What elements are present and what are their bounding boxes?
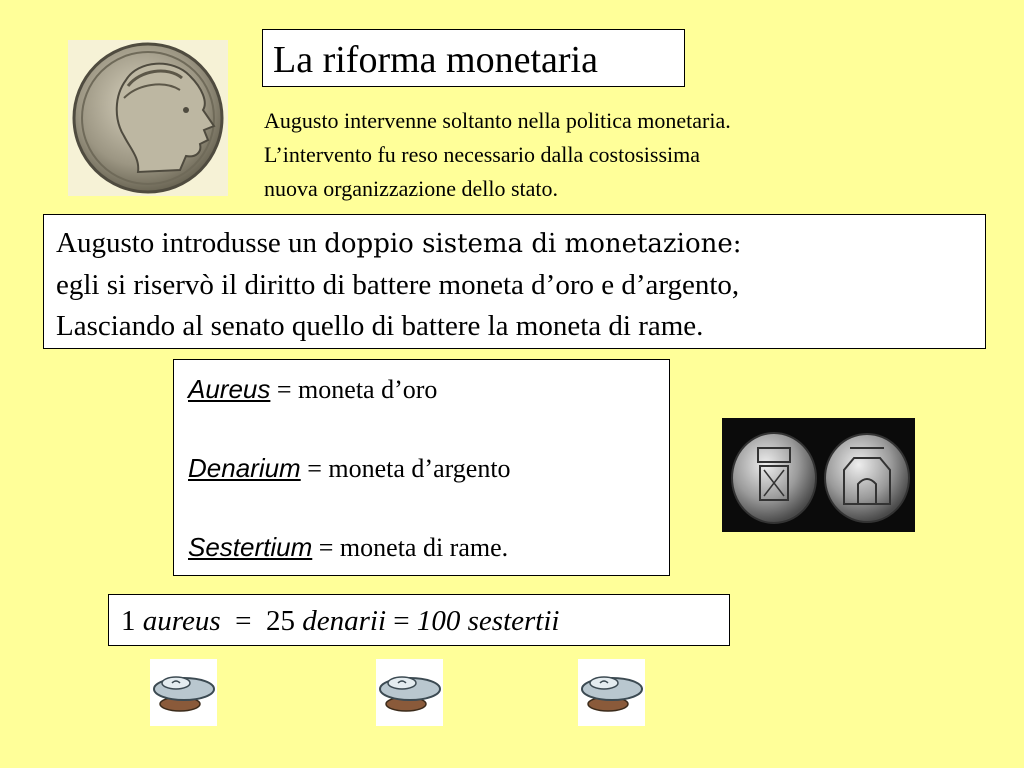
- coin-desc: = moneta d’oro: [270, 375, 438, 404]
- coin-pile-icon: [578, 659, 645, 726]
- title-box: [262, 29, 685, 87]
- eq-unit-denarii: denarii: [302, 605, 387, 637]
- coin-name: Denarium: [188, 453, 301, 483]
- eq-unit-sestertii: 100 sestertii: [416, 605, 560, 637]
- monetation-line-1: [56, 223, 985, 265]
- monetation-highlight: doppio sistema di monetazione: [324, 229, 733, 259]
- coin-pile-icon: [150, 659, 217, 726]
- coin-types-box: [173, 359, 670, 576]
- monetation-box: [43, 214, 986, 349]
- intro-line: nuova organizzazione dello stato.: [264, 176, 559, 201]
- intro-line: Augusto intervenne soltanto nella politica monetaria.: [264, 108, 731, 133]
- eq-number: 1: [121, 605, 143, 637]
- eq-part: = 25: [220, 605, 303, 637]
- spacer: [188, 488, 669, 528]
- monetation-prefix: Augusto introdusse un: [56, 227, 325, 259]
- coin-pile-icon: [376, 659, 443, 726]
- coin-desc: = moneta d’argento: [300, 454, 511, 483]
- coin-name: Sestertium: [188, 532, 313, 562]
- monetation-line-2: egli si riservò il diritto di battere moneta d’oro e d’argento,: [56, 269, 740, 301]
- intro-line: L’intervento fu reso necessario dalla costosissima: [264, 142, 701, 167]
- coin-type-row: [188, 528, 669, 567]
- equivalence-box: [108, 594, 730, 646]
- spacer: [188, 409, 669, 449]
- monetation-line-3: Lasciando al senato quello di battere la moneta di rame.: [56, 310, 704, 342]
- page-title: La riforma monetaria: [273, 39, 598, 81]
- coin-portrait-image: [68, 40, 228, 196]
- monetation-suffix: :: [732, 229, 742, 259]
- coin-desc: = moneta di rame.: [312, 533, 509, 562]
- eq-part: =: [386, 605, 417, 637]
- coin-name: Aureus: [188, 374, 271, 404]
- intro-paragraph: [264, 104, 1004, 206]
- coins-photo-image: [722, 418, 915, 532]
- coin-type-row: [188, 449, 669, 488]
- eq-unit-aureus: aureus: [142, 605, 221, 637]
- coin-type-row: [188, 370, 669, 409]
